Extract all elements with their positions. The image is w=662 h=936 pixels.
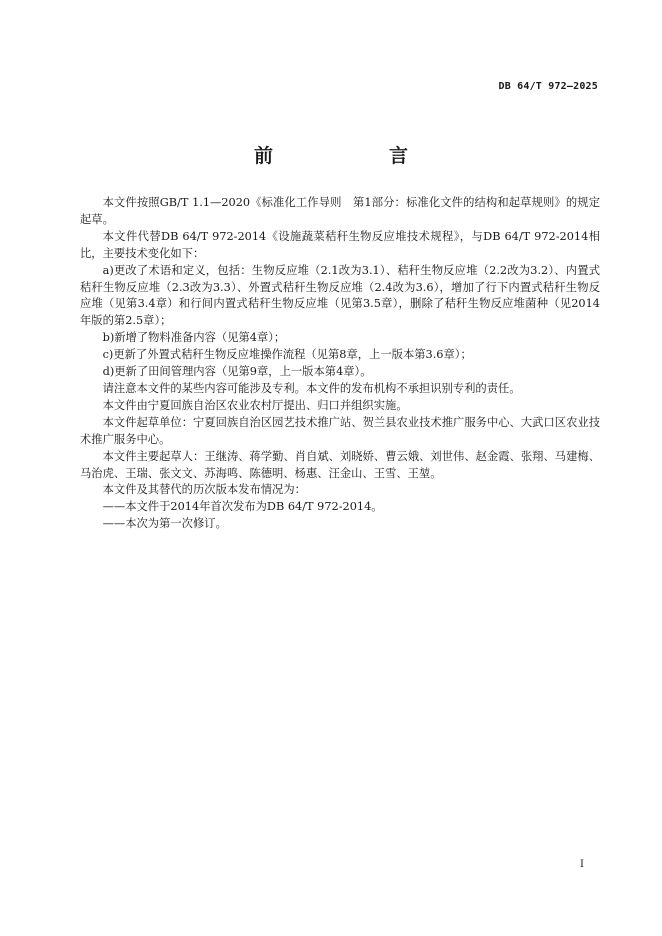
- paragraph-proposer: 本文件由宁夏回族自治区农业农村厅提出、归口并组织实施。: [102, 398, 408, 412]
- paragraph-drafting-units: 本文件起草单位：宁夏回族自治区园艺技术推广站、贺兰县农业技术推广服务中心、大武口区农业技术推广服务中心。: [80, 415, 600, 446]
- paragraph-replacement: 本文件代替DB 64/T 972-2014《设施蔬菜秸秆生物反应堆技术规程》，与DB 64/T 972-2014相比，主要技术变化如下：: [80, 229, 600, 260]
- paragraph-change-d: d)更新了田间管理内容（见第9章，上一版本第4章）。: [102, 365, 372, 379]
- paragraph-change-b: b)新增了物料准备内容（见第4章）；: [102, 331, 286, 345]
- paragraph-first-release: ——本文件于2014年首次发布为DB 64/T 972-2014。: [102, 500, 383, 514]
- paragraph-patent-notice: 请注意本文件的某些内容可能涉及专利。本文件的发布机构不承担识别专利的责任。: [102, 381, 521, 395]
- paragraph-change-c: c)更新了外置式秸秆生物反应堆操作流程（见第8章，上一版本第3.6章）；: [102, 348, 472, 362]
- document-code: DB 64/T 972—2025: [498, 81, 598, 92]
- page-number: I: [580, 859, 584, 870]
- paragraph-version-history: 本文件及其替代的历次版本发布情况为：: [102, 483, 306, 497]
- paragraph-change-a: a)更改了术语和定义，包括：生物反应堆（2.1改为3.1）、秸秆生物反应堆（2.2改为3.2）、内置式秸秆生物反应堆（2.3改为3.3）、外置式秸秆生物反应堆（2.4改为3.6），增加了行下内置式秸秆生物反应堆（见第3.4章）和行间内置式秸秆生物反应堆（见第3.5章），删除了秸秆生物反应堆菌种（见2014年版的第2.5章）；: [80, 263, 600, 328]
- paragraph-revision: ——本次为第一次修订。: [102, 517, 227, 531]
- page-title: 前 言: [253, 145, 434, 167]
- foreword-body: [80, 195, 600, 533]
- paragraph-drafters: 本文件主要起草人：王继涛、蒋学勤、肖自斌、刘晓娇、曹云娥、刘世伟、赵金霞、张翔、马建梅、马治虎、王瑞、张文文、苏海鸣、陈德明、杨惠、汪金山、王雪、王堃。: [80, 449, 600, 480]
- paragraph-drafting-rules: 本文件按照GB/T 1.1—2020《标准化工作导则 第1部分：标准化文件的结构和起草规则》的规定起草。: [80, 196, 600, 226]
